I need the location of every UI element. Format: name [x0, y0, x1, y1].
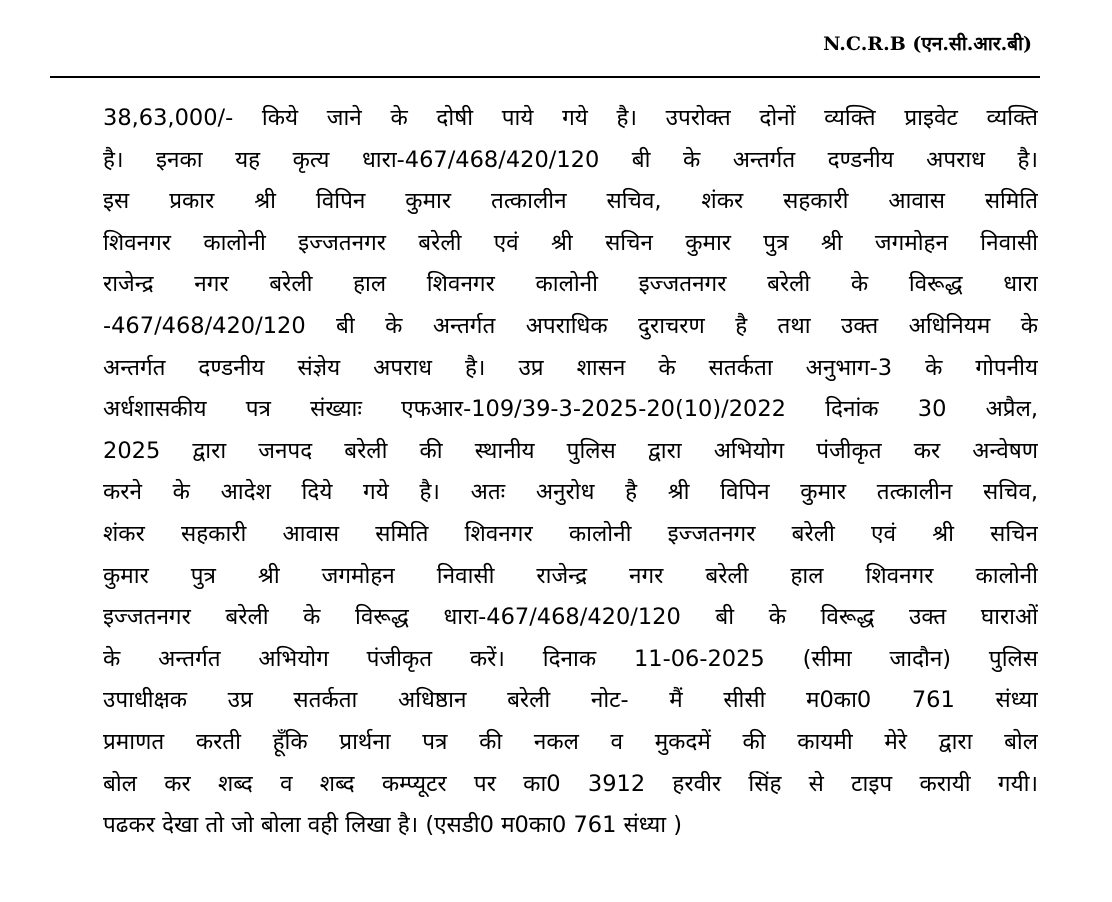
header-divider	[50, 76, 1040, 78]
document-line: उपाधीक्षक उप्र सतर्कता अधिष्ठान बरेली नोट- मैं सीसी म0का0 761 संध्या	[103, 687, 1038, 714]
document-line: करने के आदेश दिये गये है। अतः अनुरोध है श्री विपिन कुमार तत्कालीन सचिव,	[103, 479, 1038, 506]
document-line: 38,63,000/- किये जाने के दोषी पाये गये है। उपरोक्त दोनों व्यक्ति प्राइवेट व्यक्ति	[103, 105, 1038, 131]
document-line: इज्जतनगर बरेली के विरूद्ध धारा-467/468/420/120 बी के विरूद्ध उक्त घाराओं	[103, 604, 1038, 631]
document-line: प्रमाणत करती हूँकि प्रार्थना पत्र की नकल व मुकदमें की कायमी मेरे द्वारा बोल	[103, 728, 1038, 755]
document-line: है। इनका यह कृत्य धारा-467/468/420/120 बी के अन्तर्गत दण्डनीय अपराध है।	[103, 146, 1038, 173]
document-line: के अन्तर्गत अभियोग पंजीकृत करें। दिनाक 11-06-2025 (सीमा जादौन) पुलिस	[103, 645, 1038, 672]
document-line: अर्धशासकीय पत्र संख्याः एफआर-109/39-3-2025-20(10)/2022 दिनांक 30 अप्रैल,	[103, 396, 1038, 423]
document-line: -467/468/420/120 बी के अन्तर्गत अपराधिक दुराचरण है तथा उक्त अधिनियम के	[103, 312, 1038, 339]
document-line: बोल कर शब्द व शब्द कम्प्यूटर पर का0 3912 हरवीर सिंह से टाइप करायी गयी।	[103, 770, 1038, 797]
document-line: पढकर देखा तो जो बोला वही लिखा है। (एसडी0 म0का0 761 संध्या )	[103, 812, 683, 839]
document-line: 2025 द्वारा जनपद बरेली की स्थानीय पुलिस द्वारा अभियोग पंजीकृत कर अन्वेषण	[103, 437, 1038, 464]
header-title: N.C.R.B (एन.सी.आर.बी)	[823, 33, 1032, 55]
document-line: शिवनगर कालोनी इज्जतनगर बरेली एवं श्री सचिन कुमार पुत्र श्री जगमोहन निवासी	[103, 229, 1038, 256]
document-line: कुमार पुत्र श्री जगमोहन निवासी राजेन्द्र नगर बरेली हाल शिवनगर कालोनी	[103, 562, 1038, 589]
document-line: राजेन्द्र नगर बरेली हाल शिवनगर कालोनी इज्जतनगर बरेली के विरूद्ध धारा	[103, 271, 1038, 298]
document-line: शंकर सहकारी आवास समिति शिवनगर कालोनी इज्जतनगर बरेली एवं श्री सचिन	[103, 520, 1038, 547]
document-line: इस प्रकार श्री विपिन कुमार तत्कालीन सचिव, शंकर सहकारी आवास समिति	[103, 188, 1038, 215]
document-body	[103, 100, 1038, 849]
document-line: अन्तर्गत दण्डनीय संज्ञेय अपराध है। उप्र शासन के सतर्कता अनुभाग-3 के गोपनीय	[103, 354, 1038, 381]
